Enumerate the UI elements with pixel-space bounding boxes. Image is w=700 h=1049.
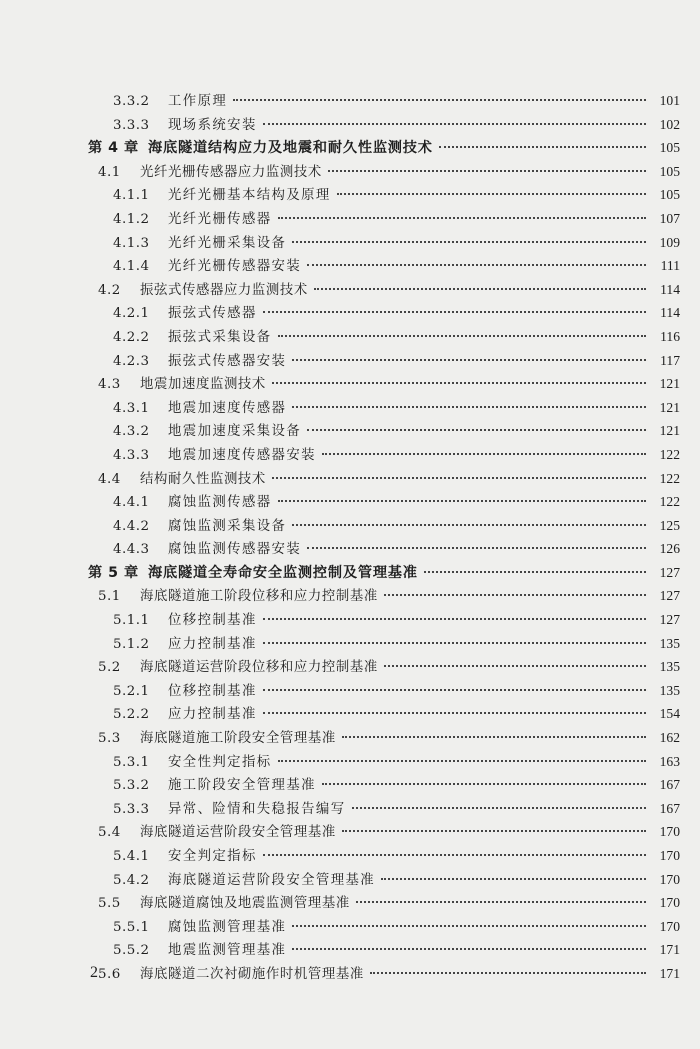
toc-entry-number: 5.4 — [98, 825, 121, 841]
toc-entry-page: 122 — [659, 446, 680, 462]
dot-leader — [384, 594, 646, 596]
toc-chapter-entry — [0, 561, 700, 585]
toc-entry-title: 安全性判定指标 — [168, 754, 272, 770]
toc-entry-number: 4.3 — [98, 377, 121, 393]
toc-entry-number: 4.1.4 — [113, 259, 150, 275]
toc-entry — [0, 183, 700, 207]
toc-entry — [0, 820, 700, 844]
toc-entry — [0, 537, 700, 561]
toc-entry-number: 5.3.2 — [113, 778, 150, 794]
toc-entry-number: 4.1.3 — [113, 235, 150, 251]
dot-leader — [307, 429, 646, 431]
dot-leader — [370, 972, 646, 974]
toc-entry-number: 5.3.1 — [113, 754, 150, 770]
toc-entry — [0, 254, 700, 278]
toc-entry-page: 109 — [659, 234, 680, 250]
toc-entry-title: 地震加速度传感器安装 — [168, 447, 316, 463]
toc-entry — [0, 608, 700, 632]
toc-entry-title: 腐蚀监测传感器安装 — [168, 542, 302, 558]
toc-entry-page: 135 — [659, 659, 680, 675]
toc-entry — [0, 372, 700, 396]
dot-leader — [263, 712, 646, 714]
toc-entry-number: 5.1.2 — [113, 636, 150, 652]
toc-entry — [0, 419, 700, 443]
toc-entry — [0, 915, 700, 939]
dot-leader — [356, 901, 646, 903]
toc-entry-page: 170 — [659, 918, 680, 934]
dot-leader — [307, 264, 646, 266]
dot-leader — [322, 783, 646, 785]
toc-entry-title: 海底隧道结构应力及地震和耐久性监测技术 — [148, 140, 433, 157]
toc-entry-page: 135 — [659, 682, 680, 698]
toc-entry-number: 第 4 章 — [88, 140, 139, 157]
toc-entry-title: 振弦式传感器应力监测技术 — [140, 282, 308, 298]
toc-entry-number: 3.3.2 — [113, 94, 150, 109]
toc-entry — [0, 325, 700, 349]
toc-chapter-entry — [0, 136, 700, 160]
toc-entry-page: 122 — [659, 470, 680, 486]
dot-leader — [384, 665, 646, 667]
toc-entry-title: 光纤光栅基本结构及原理 — [168, 188, 331, 204]
toc-entry-page: 170 — [659, 895, 680, 911]
toc-entry — [0, 891, 700, 915]
toc-entry-page: 121 — [659, 399, 680, 415]
toc-entry-number: 4.1 — [98, 164, 121, 180]
toc-entry-number: 5.4.2 — [113, 872, 150, 888]
toc-entry-page: 121 — [659, 423, 680, 439]
dot-leader — [263, 618, 646, 620]
toc-entry — [0, 773, 700, 797]
dot-leader — [272, 477, 646, 479]
toc-entry — [0, 278, 700, 302]
toc-entry-number: 5.5 — [98, 896, 121, 912]
toc-entry-number: 4.1.1 — [113, 188, 150, 204]
dot-leader — [342, 736, 646, 738]
toc-entry — [0, 655, 700, 679]
toc-entry — [0, 160, 700, 184]
dot-leader — [328, 170, 646, 172]
toc-entry — [0, 396, 700, 420]
toc-entry-number: 4.3.2 — [113, 424, 150, 440]
toc-entry-title: 振弦式采集设备 — [168, 329, 272, 345]
toc-entry — [0, 632, 700, 656]
toc-entry-page: 167 — [659, 777, 680, 793]
toc-entry-page: 114 — [660, 305, 680, 321]
toc-entry-title: 海底隧道施工阶段安全管理基准 — [140, 731, 336, 747]
toc-entry-page: 105 — [659, 163, 680, 179]
toc-entry-title: 位移控制基准 — [168, 613, 257, 629]
dot-leader — [278, 760, 646, 762]
toc-entry-page: 116 — [660, 328, 680, 344]
toc-entry-number: 3.3.3 — [113, 117, 150, 133]
toc-entry-number: 4.1.2 — [113, 211, 150, 227]
toc-entry-number: 4.3.1 — [113, 400, 150, 416]
toc-entry — [0, 443, 700, 467]
toc-entry — [0, 750, 700, 774]
toc-entry-page: 121 — [659, 376, 680, 392]
dot-leader — [263, 689, 646, 691]
toc-entry — [0, 962, 700, 986]
toc-entry-page: 102 — [659, 116, 680, 132]
toc-entry-page: 114 — [660, 281, 680, 297]
dot-leader — [292, 925, 646, 927]
toc-entry — [0, 231, 700, 255]
dot-leader — [292, 241, 646, 243]
toc-entry-page: 117 — [660, 352, 680, 368]
toc-entry-title: 振弦式传感器 — [168, 306, 257, 322]
toc-entry-page: 105 — [659, 140, 680, 156]
toc-entry-title: 地震加速度采集设备 — [168, 424, 302, 440]
toc-entry-title: 地震监测管理基准 — [168, 943, 287, 959]
toc-entry-number: 5.1.1 — [113, 613, 150, 629]
toc-entry-title: 结构耐久性监测技术 — [140, 471, 266, 487]
toc-entry-page: 170 — [659, 848, 680, 863]
toc-entry-page: 167 — [659, 800, 680, 816]
dot-leader — [278, 217, 646, 219]
toc-entry-title: 海底隧道运营阶段位移和应力控制基准 — [140, 660, 378, 676]
toc-entry — [0, 514, 700, 538]
toc-entry — [0, 679, 700, 703]
toc-entry-title: 光纤光栅传感器安装 — [168, 259, 302, 275]
toc-entry-number: 5.4.1 — [113, 849, 150, 864]
toc-entry — [0, 938, 700, 962]
toc-entry — [0, 467, 700, 491]
toc-entry-title: 海底隧道二次衬砌施作时机管理基准 — [140, 966, 364, 982]
toc-entry-page: 126 — [659, 541, 680, 557]
toc-entry — [0, 702, 700, 726]
toc-entry-page: 122 — [659, 494, 680, 510]
dot-leader — [292, 359, 646, 361]
toc-entry-title: 海底隧道腐蚀及地震监测管理基准 — [140, 896, 350, 912]
toc-entry-page: 111 — [660, 258, 680, 274]
toc-entry — [0, 113, 700, 137]
toc-entry-title: 光纤光栅传感器 — [168, 211, 272, 227]
toc-entry-title: 施工阶段安全管理基准 — [168, 778, 316, 794]
toc-entry-number: 4.4.2 — [113, 518, 150, 534]
toc-entry-page: 170 — [659, 871, 680, 887]
toc-entry-title: 海底隧道运营阶段安全管理基准 — [168, 872, 376, 888]
toc-entry-title: 腐蚀监测采集设备 — [168, 518, 287, 534]
toc-entry-title: 位移控制基准 — [168, 683, 257, 699]
toc-entry-number: 4.4.1 — [113, 495, 150, 511]
dot-leader — [263, 311, 646, 313]
dot-leader — [278, 335, 646, 337]
toc-entry — [0, 584, 700, 608]
dot-leader — [263, 854, 646, 856]
toc-entry-page: 101 — [659, 93, 680, 108]
table-of-contents — [0, 89, 700, 986]
toc-entry-title: 海底隧道施工阶段位移和应力控制基准 — [140, 589, 378, 605]
dot-leader — [381, 878, 646, 880]
toc-entry-title: 现场系统安装 — [168, 117, 257, 133]
toc-entry-title: 光纤光栅采集设备 — [168, 235, 287, 251]
toc-entry-number: 4.4 — [98, 471, 121, 487]
toc-entry-page: 154 — [659, 706, 680, 722]
dot-leader — [263, 123, 646, 125]
toc-entry-title: 地震加速度监测技术 — [140, 377, 266, 393]
dot-leader — [352, 807, 647, 809]
page-number: 2 — [90, 964, 98, 981]
toc-entry-title: 腐蚀监测传感器 — [168, 495, 272, 511]
toc-entry — [0, 89, 700, 113]
toc-entry-page: 125 — [659, 517, 680, 533]
toc-entry-title: 光纤光栅传感器应力监测技术 — [140, 164, 322, 180]
toc-entry-title: 振弦式传感器安装 — [168, 353, 287, 369]
toc-entry-title: 工作原理 — [168, 94, 228, 109]
toc-entry — [0, 868, 700, 892]
toc-entry-number: 4.2.3 — [113, 353, 150, 369]
dot-leader — [342, 830, 646, 832]
toc-entry-page: 163 — [659, 753, 680, 769]
toc-entry-page: 171 — [659, 942, 680, 958]
toc-entry-title: 异常、险情和失稳报告编写 — [168, 801, 346, 817]
toc-entry-number: 4.2 — [98, 282, 121, 298]
toc-entry-number: 5.3.3 — [113, 801, 150, 817]
toc-entry-number: 5.6 — [98, 966, 121, 982]
toc-entry-number: 4.4.3 — [113, 542, 150, 558]
dot-leader — [292, 948, 646, 950]
dot-leader — [322, 453, 646, 455]
toc-entry-number: 5.2.1 — [113, 683, 150, 699]
dot-leader — [424, 571, 646, 573]
toc-entry-number: 5.5.2 — [113, 943, 150, 959]
toc-entry-page: 170 — [659, 824, 680, 840]
toc-entry-page: 127 — [659, 588, 680, 604]
dot-leader — [439, 146, 646, 148]
toc-entry-title: 应力控制基准 — [168, 707, 257, 723]
dot-leader — [307, 547, 646, 549]
toc-entry-number: 5.2 — [98, 660, 121, 676]
dot-leader — [272, 382, 646, 384]
toc-entry — [0, 797, 700, 821]
toc-entry — [0, 844, 700, 868]
toc-entry-page: 162 — [659, 730, 680, 746]
dot-leader — [263, 642, 646, 644]
toc-entry-number: 5.1 — [98, 589, 121, 605]
dot-leader — [337, 193, 646, 195]
toc-entry-number: 5.3 — [98, 731, 121, 747]
toc-entry-title: 地震加速度传感器 — [168, 400, 287, 416]
toc-entry — [0, 207, 700, 231]
dot-leader — [314, 288, 646, 290]
toc-entry — [0, 349, 700, 373]
toc-entry-title: 安全判定指标 — [168, 849, 257, 864]
toc-entry — [0, 490, 700, 514]
toc-entry-title: 海底隧道全寿命安全监测控制及管理基准 — [148, 564, 418, 581]
toc-entry-page: 127 — [659, 612, 680, 628]
dot-leader — [278, 500, 646, 502]
toc-entry-number: 5.2.2 — [113, 707, 150, 723]
toc-entry — [0, 726, 700, 750]
dot-leader — [233, 99, 646, 101]
toc-entry-title: 海底隧道运营阶段安全管理基准 — [140, 825, 336, 841]
toc-entry-number: 5.5.1 — [113, 919, 150, 935]
toc-entry-page: 127 — [659, 564, 680, 580]
toc-entry — [0, 301, 700, 325]
toc-entry-number: 4.3.3 — [113, 447, 150, 463]
toc-entry-page: 171 — [659, 965, 680, 981]
dot-leader — [292, 406, 646, 408]
toc-entry-number: 4.2.2 — [113, 329, 150, 345]
dot-leader — [292, 524, 646, 526]
toc-entry-number: 第 5 章 — [88, 564, 139, 581]
toc-entry-page: 105 — [659, 187, 680, 203]
toc-entry-number: 4.2.1 — [113, 306, 150, 322]
toc-entry-page: 107 — [659, 210, 680, 226]
toc-entry-title: 应力控制基准 — [168, 636, 257, 652]
toc-entry-title: 腐蚀监测管理基准 — [168, 919, 287, 935]
toc-entry-page: 135 — [659, 635, 680, 651]
